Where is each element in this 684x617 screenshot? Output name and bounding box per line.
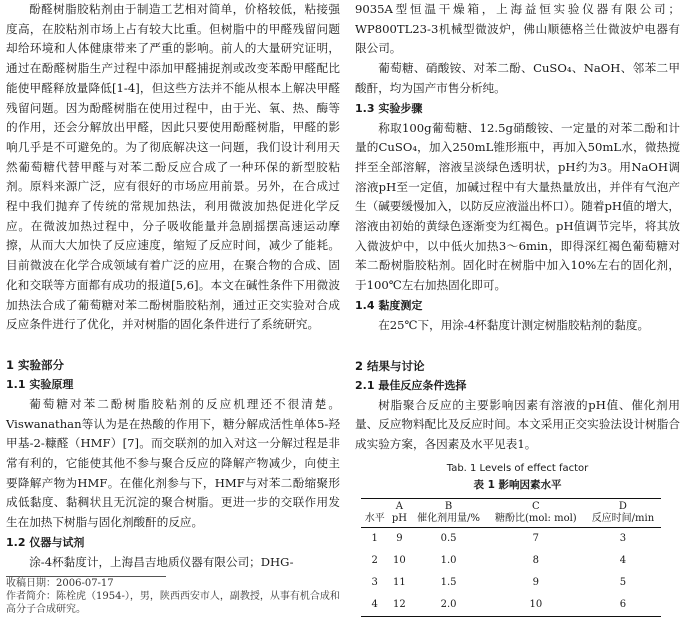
table-header-cell — [410, 498, 486, 527]
left-column — [6, 0, 340, 616]
section-1-1-body: 葡萄糖对苯二酚树脂胶粘剂的反应机理还不很清楚。Viswanathan等认为是在热酸的作用下，糖分解成活性单体5-羟甲基-2-糠醛（HMF）[7]。而交联剂的加入对这一分解过程是非常有利的，它能使其他不参与聚合反应的降解产物减少，向使主要降解产物为HMF。在催化剂参与下，HMF与对苯二酚缩聚形成低黏度、黏稠状且无沉淀的聚合树脂。更进一步的交联作用发生在加热下树脂与固化剂酸酐的反应。 — [6, 396, 340, 530]
table-row — [361, 572, 661, 594]
section-1-3-body: 称取100g葡萄糖、12.5g硝酸铵、一定量的对苯二酚和计量的CuSO₄，加入250mL锥形瓶中，再加入50mL水，微热搅拌至全部溶解，溶液呈淡绿色透明状，pH约为3。用NaOH调溶液pH至一定值，加碱过程中有大量热量放出，并伴有气泡产生（碱要缓慢加入，以防反应液溢出杯口）。随着pH值的增大，溶液由初始的黄绿色逐渐变为红褐色。pH值调节完毕，将其放入微波炉中，以中低火加热3～6min，即得深红褐色葡萄糖对苯二酚树脂胶粘剂。固化时在树脂中加入10%左右的固化剂，于100℃左右加热固化即可。 — [355, 120, 680, 293]
intro-paragraph: 酚醛树脂胶粘剂由于制造工艺相对简单，价格较低，粘接强度高，在胶粘剂市场上占有较大比重。但树脂中的甲醛残留问题却给环境和人体健康带来了严重的影响。前人的大量研究证明，通过在酚醛树脂生产过程中添加甲醛捕捉剂或改变苯酚甲醛配比能使甲醛释放量降低[1-4]，但这些方法并不能从根本上解决甲醛残留问题。因为酚醛树脂在使用过程中，由于光、氧、热、酶等的作用，还会分解放出甲醛，因此只要使用酚醛树脂，甲醛的影响几乎是不可避免的。为了彻底解决这一问题，我们设计利用天然葡萄糖代替甲醛与对苯二酚反应合成了一种环保的新型胶粘剂。原料来源广泛，应有很好的市场应用前景。另外，在合成过程中我们抛弃了传统的常规加热法，利用微波加热促进化学反应。在微波加热过程中，分子吸收能量并急剧摇摆高速运动摩擦，从而大大加快了反应速度，缩短了反应时间，减少了能耗。目前微波在化学合成领域有着广泛的应用，在聚合物的合成、固化和交联等方面都有成功的报道[5,6]。本文在碱性条件下用微波加热法合成了葡萄糖对苯二酚树脂胶粘剂，通过正交实验对合成反应条件进行了优化，并对树脂的固化条件进行了系统研究。 — [6, 2, 340, 332]
table-cell: 11 — [393, 576, 406, 588]
instruments-continued: 9035A型恒温干燥箱，上海益恒实验仪器有限公司；WP800TL23-3机械型微波炉，佛山顺德格兰仕微波炉电器有限公司。 — [355, 2, 680, 56]
table-header-cell — [388, 498, 410, 527]
header-sublabel: 催化剂用量/% — [417, 512, 480, 524]
levels-table — [361, 498, 661, 617]
table-cell: 5 — [619, 576, 627, 588]
table-cell: 1 — [371, 532, 378, 544]
table-cell: 7 — [532, 532, 540, 544]
table-header-row — [361, 498, 661, 527]
header-label: A — [395, 500, 403, 512]
table-caption-en: Tab. 1 Levels of effect factor — [446, 462, 589, 474]
header-label: B — [444, 500, 453, 512]
table-cell: 0.5 — [440, 532, 457, 544]
section-1-heading: 1 实验部分 — [6, 357, 65, 372]
section-1-3-heading: 1.3 实验步骤 — [355, 101, 423, 115]
table-cell: 12 — [393, 598, 406, 610]
reagents-paragraph: 葡萄糖、硝酸铵、对苯二酚、CuSO₄、NaOH、邻苯二甲酸酐，均为国产市售分析纯。 — [355, 61, 680, 95]
table-cell: 8 — [532, 554, 540, 566]
table-cell: 10 — [393, 554, 406, 566]
table-row — [361, 527, 661, 550]
section-1-4-body: 在25℃下，用涂-4杯黏度计测定树脂胶粘剂的黏度。 — [378, 317, 650, 332]
section-gap — [355, 336, 680, 356]
table-cell: 1.5 — [440, 576, 457, 588]
table-row — [361, 594, 661, 617]
table-row — [361, 550, 661, 572]
section-gap — [6, 335, 340, 355]
section-1-4-heading: 1.4 黏度测定 — [355, 298, 423, 312]
table-caption-zh: 表 1 影响因素水平 — [473, 478, 562, 491]
header-label: D — [618, 500, 627, 512]
section-2-1-body: 树脂聚合反应的主要影响因素有溶液的pH值、催化剂用量、反应物料配比及反应时间。本文采用正交实验法设计树脂合成实验方案，各因素及水平见表1。 — [355, 397, 680, 451]
header-label: C — [532, 500, 540, 512]
table-cell: 4 — [371, 598, 378, 610]
table-cell: 3 — [371, 576, 378, 588]
header-sublabel: 糖酚比(mol: mol) — [494, 512, 577, 524]
right-column — [355, 0, 680, 617]
table-header-cell — [361, 498, 388, 527]
table-header-cell — [585, 498, 661, 527]
table-cell: 2 — [371, 554, 378, 566]
section-1-2-heading: 1.2 仪器与试剂 — [6, 535, 85, 549]
table-cell: 3 — [619, 532, 627, 544]
table-cell: 1.0 — [440, 554, 457, 566]
table-cell: 9 — [532, 576, 540, 588]
footnote-received-date: 收稿日期：2006-07-17 — [6, 577, 114, 589]
footnote-author-bio: 作者简介：陈栓虎（1954-），男，陕西西安市人，副教授，从事有机合成和高分子合成研究。 — [6, 590, 340, 615]
table-cell: 2.0 — [440, 598, 457, 610]
section-2-1-heading: 2.1 最佳反应条件选择 — [355, 378, 467, 392]
table-cell: 4 — [619, 554, 627, 566]
header-label: 水平 — [364, 512, 385, 524]
section-2-heading: 2 结果与讨论 — [355, 358, 425, 373]
table-header-cell — [487, 498, 585, 527]
table-cell: 9 — [396, 532, 403, 544]
table-cell: 6 — [619, 598, 627, 610]
header-sublabel: 反应时间/min — [591, 512, 655, 524]
table-cell: 10 — [529, 598, 543, 610]
section-1-1-heading: 1.1 实验原理 — [6, 377, 74, 391]
header-sublabel: pH — [391, 512, 407, 524]
section-1-2-body: 涂-4杯黏度计，上海昌吉地质仪器有限公司；DHG- — [29, 554, 294, 569]
